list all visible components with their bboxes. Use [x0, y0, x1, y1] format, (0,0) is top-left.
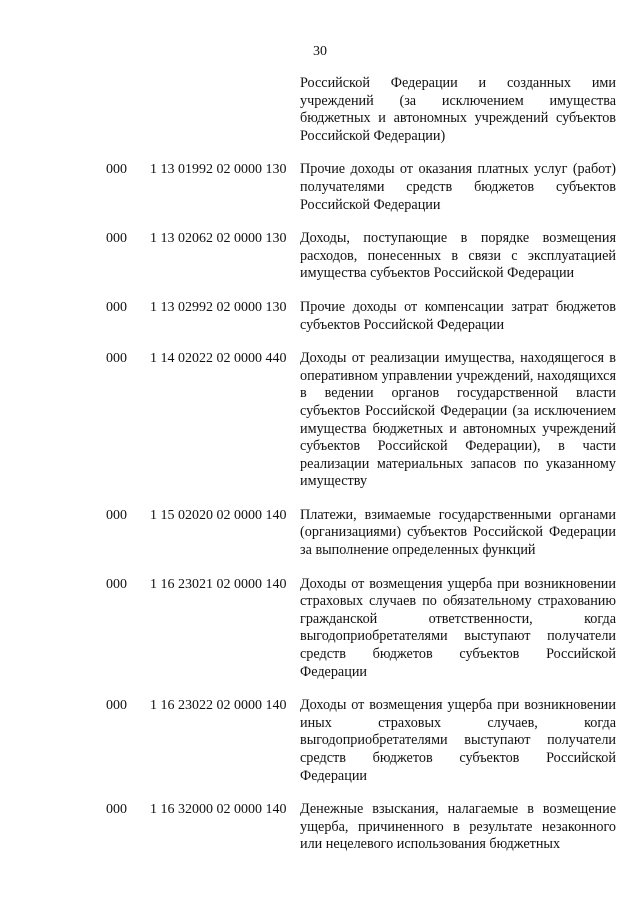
kbk-code-cell: 1 16 32000 02 0000 140 — [150, 802, 287, 818]
table-row — [106, 230, 616, 283]
admin-code-cell: 000 — [106, 231, 127, 247]
kbk-code-cell: 1 16 23022 02 0000 140 — [150, 698, 287, 714]
description-cell: Доходы от возмещения ущерба при возникновении иных страховых случаев, когда выгодоприобретателями выступают получатели средств бюджетов субъектов Российской Федерации — [300, 697, 616, 784]
table-row — [106, 161, 616, 214]
kbk-code-cell: 1 15 02020 02 0000 140 — [150, 507, 287, 523]
description-cell: Российской Федерации и созданных ими учреждений (за исключением имущества бюджетных и автономных учреждений субъектов Российской Федерации) — [300, 75, 616, 144]
table-row — [106, 299, 616, 334]
description-cell: Доходы, поступающие в порядке возмещения расходов, понесенных в связи с эксплуатацией имущества субъектов Российской Федерации — [300, 230, 616, 282]
kbk-code-cell: 1 16 23021 02 0000 140 — [150, 576, 287, 592]
table-row-continuation — [106, 75, 616, 145]
kbk-code-cell: 1 13 02062 02 0000 130 — [150, 231, 287, 247]
description-cell: Доходы от реализации имущества, находящегося в оперативном управлении учреждений, находящихся в ведении органов государственной власти субъектов Российской Федерации (за исключением имущества бюджетных и автономных учреждений субъектов Российской Федерации), в части реализации материальных запасов по указанному имуществу — [300, 350, 616, 490]
table-row — [106, 576, 616, 682]
admin-code-cell: 000 — [106, 698, 127, 714]
description-cell: Прочие доходы от компенсации затрат бюджетов субъектов Российской Федерации — [300, 298, 616, 333]
admin-code-cell: 000 — [106, 299, 127, 315]
admin-code-cell: 000 — [106, 351, 127, 367]
kbk-code-cell: 1 13 02992 02 0000 130 — [150, 299, 287, 315]
admin-code-cell: 000 — [106, 576, 127, 592]
table-row — [106, 801, 616, 854]
table-row — [106, 350, 616, 491]
table-row — [106, 697, 616, 785]
description-cell: Денежные взыскания, налагаемые в возмещение ущерба, причиненного в результате незаконного или нецелевого использования бюджетных — [300, 801, 616, 853]
description-cell: Прочие доходы от оказания платных услуг (работ) получателями средств бюджетов субъектов Российской Федерации — [300, 161, 616, 213]
admin-code-cell: 000 — [106, 507, 127, 523]
page-number: 30 — [313, 44, 327, 59]
description-cell: Платежи, взимаемые государственными органами (организациями) субъектов Российской Федерации за выполнение определенных функций — [300, 506, 616, 559]
revenue-codes-table — [106, 75, 616, 854]
description-cell: Доходы от возмещения ущерба при возникновении страховых случаев по обязательному страхованию гражданской ответственности, когда выгодоприобретателями выступают получатели средств бюджетов субъектов Российской Федерации — [300, 575, 616, 680]
kbk-code-cell: 1 14 02022 02 0000 440 — [150, 351, 287, 367]
kbk-code-cell: 1 13 01992 02 0000 130 — [150, 162, 287, 178]
admin-code-cell: 000 — [106, 802, 127, 818]
admin-code-cell: 000 — [106, 162, 127, 178]
table-row — [106, 507, 616, 560]
